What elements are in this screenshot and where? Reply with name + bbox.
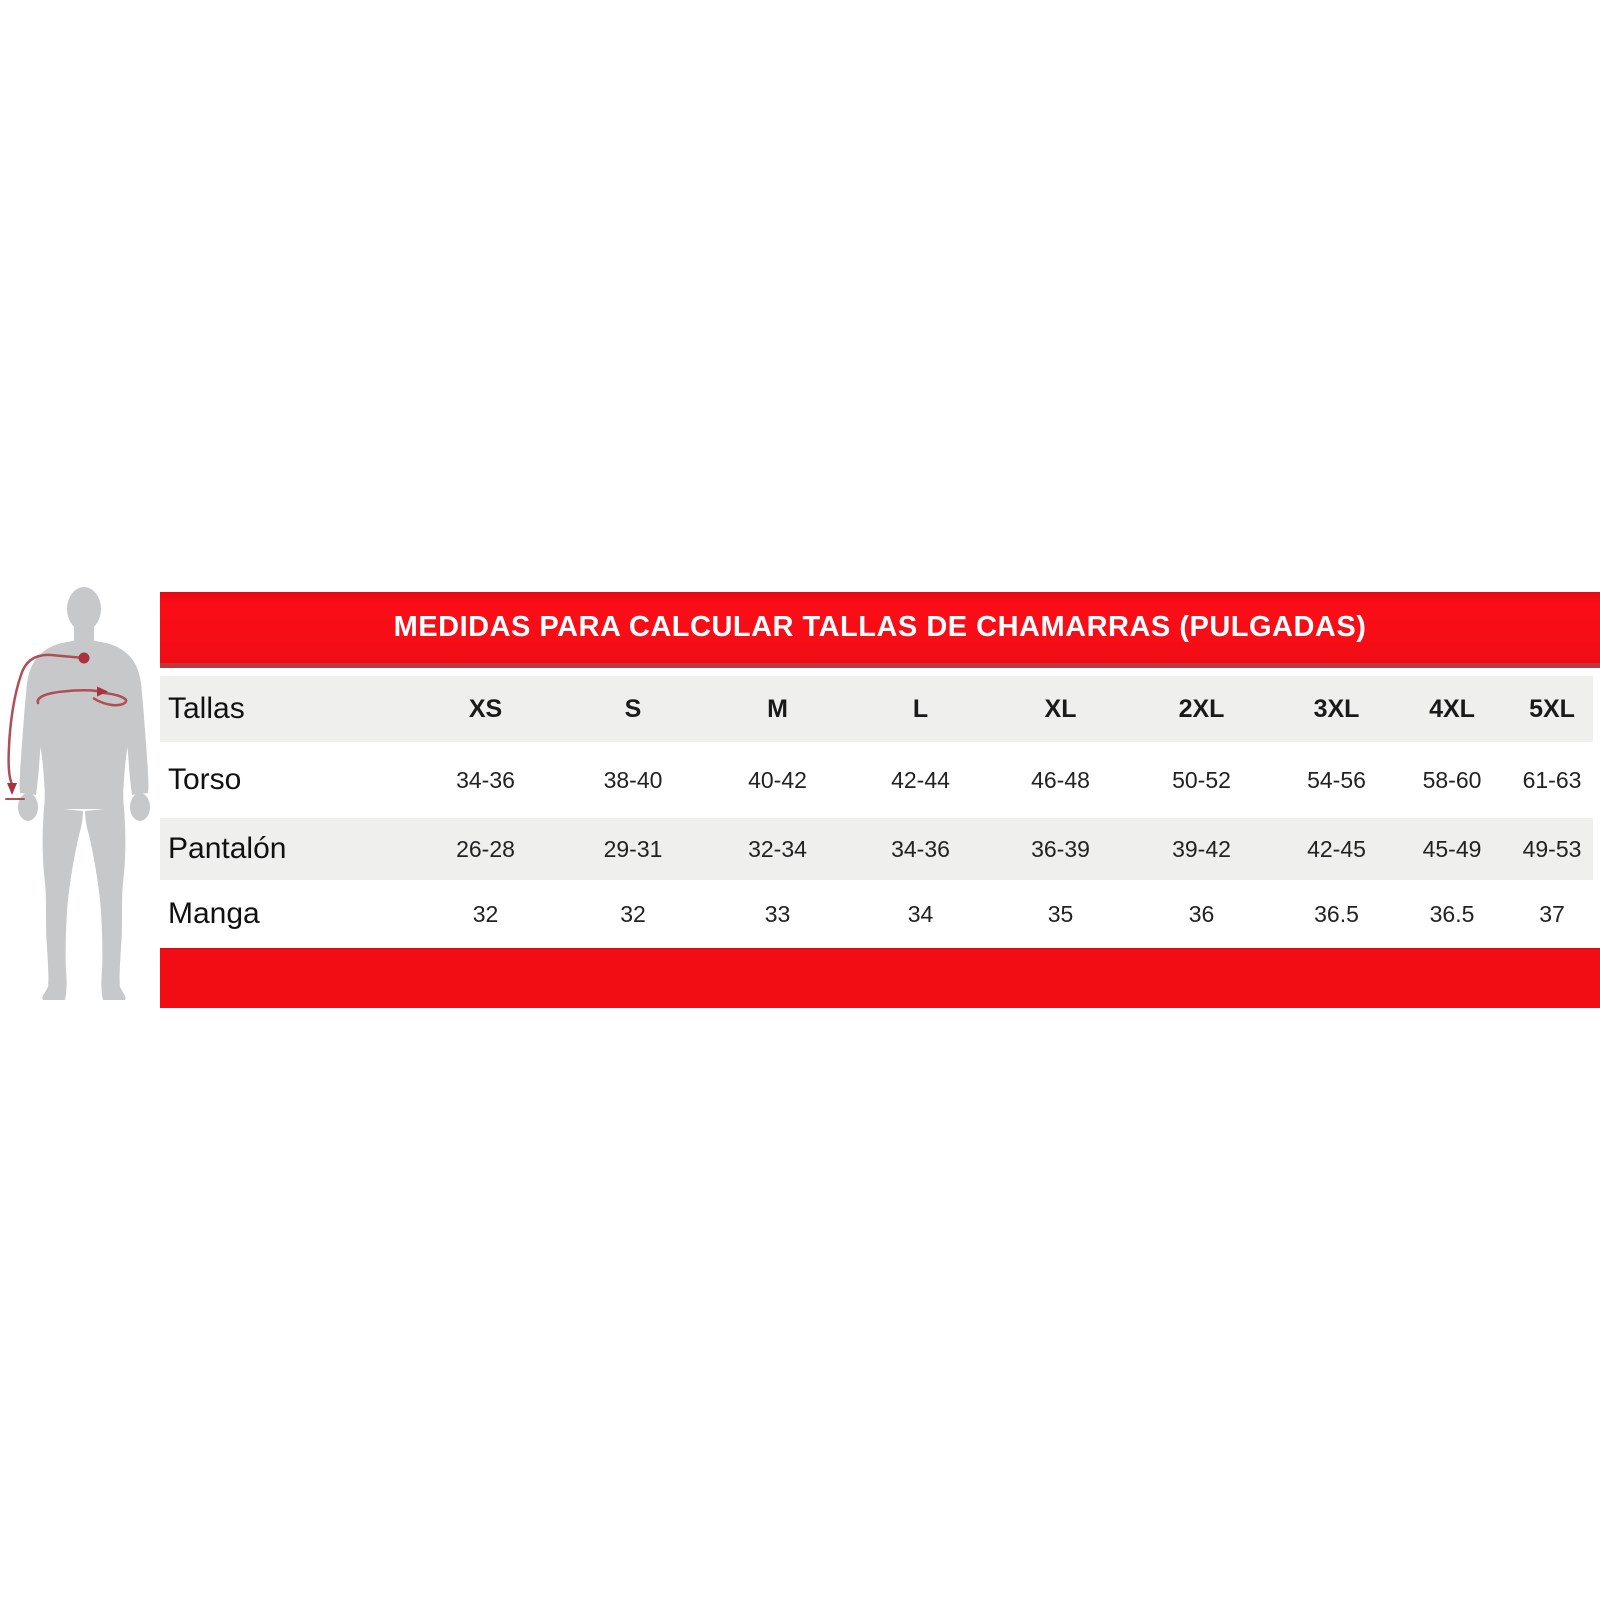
measurement-cell: 32: [472, 900, 499, 927]
measurement-cell: 36-39: [1031, 835, 1090, 862]
size-col-l: L: [912, 694, 929, 723]
measurement-cell: 26-28: [456, 835, 515, 862]
measurement-cell: 54-56: [1307, 766, 1366, 793]
size-col-4xl: 4XL: [1429, 694, 1475, 723]
measurement-cell: 32-34: [748, 835, 807, 862]
size-col-m: M: [767, 694, 788, 723]
neck-point-dot: [79, 653, 90, 664]
sleeve-arrowhead: [7, 783, 17, 795]
row-label-tallas: Tallas: [168, 692, 245, 725]
size-col-3xl: 3XL: [1313, 694, 1360, 723]
measurement-cell: 42-44: [891, 766, 950, 793]
chart-title-band: [160, 592, 1600, 668]
measurement-cell: 37: [1539, 900, 1565, 927]
footer-band: [160, 948, 1600, 1008]
measurement-cell: 32: [620, 900, 646, 927]
measurement-cell: 58-60: [1422, 766, 1482, 793]
row-label-torso: Torso: [168, 763, 242, 796]
measurement-cell: 34: [907, 900, 934, 927]
measurement-cell: 36.5: [1429, 900, 1475, 927]
measurement-cell: 36: [1188, 900, 1215, 927]
measurement-cell: 50-52: [1172, 766, 1231, 793]
measurement-cell: 45-49: [1422, 835, 1482, 862]
measurement-cell: 46-48: [1031, 766, 1090, 793]
size-col-2xl: 2XL: [1178, 694, 1225, 723]
manga-row: [160, 880, 1593, 948]
measurement-cell: 33: [764, 900, 791, 927]
body-silhouette: [18, 587, 150, 1000]
measurement-cell: 40-42: [748, 766, 807, 793]
measurement-cell: 38-40: [603, 766, 663, 793]
measurement-cell: 36.5: [1314, 900, 1359, 927]
measurement-cell: 61-63: [1522, 766, 1582, 793]
size-col-xs: XS: [468, 694, 503, 723]
row-label-pantalon: Pantalón: [168, 832, 287, 865]
measurement-cell: 39-42: [1172, 835, 1231, 862]
size-col-5xl: 5XL: [1529, 694, 1575, 723]
body-silhouette-measurement-arrows-icon: [5, 585, 165, 1010]
measurement-cell: 34-36: [456, 766, 515, 793]
size-header-row: [160, 676, 1593, 742]
measurement-cell: 34-36: [891, 835, 950, 862]
row-label-manga: Manga: [168, 897, 260, 930]
size-col-s: S: [624, 694, 642, 723]
measurement-cell: 42-45: [1307, 835, 1366, 862]
measurement-cell: 35: [1047, 900, 1074, 927]
measurement-cell: 49-53: [1522, 835, 1582, 862]
size-chart-panel: [160, 592, 1600, 1008]
measurement-cell: 29-31: [603, 835, 663, 862]
torso-row: [160, 742, 1593, 818]
pantalon-row: [160, 818, 1593, 880]
size-col-xl: XL: [1044, 694, 1077, 723]
chart-title: MEDIDAS PARA CALCULAR TALLAS DE CHAMARRAS (PULGADAS): [393, 611, 1367, 643]
body-measurement-figure: [5, 585, 165, 1010]
